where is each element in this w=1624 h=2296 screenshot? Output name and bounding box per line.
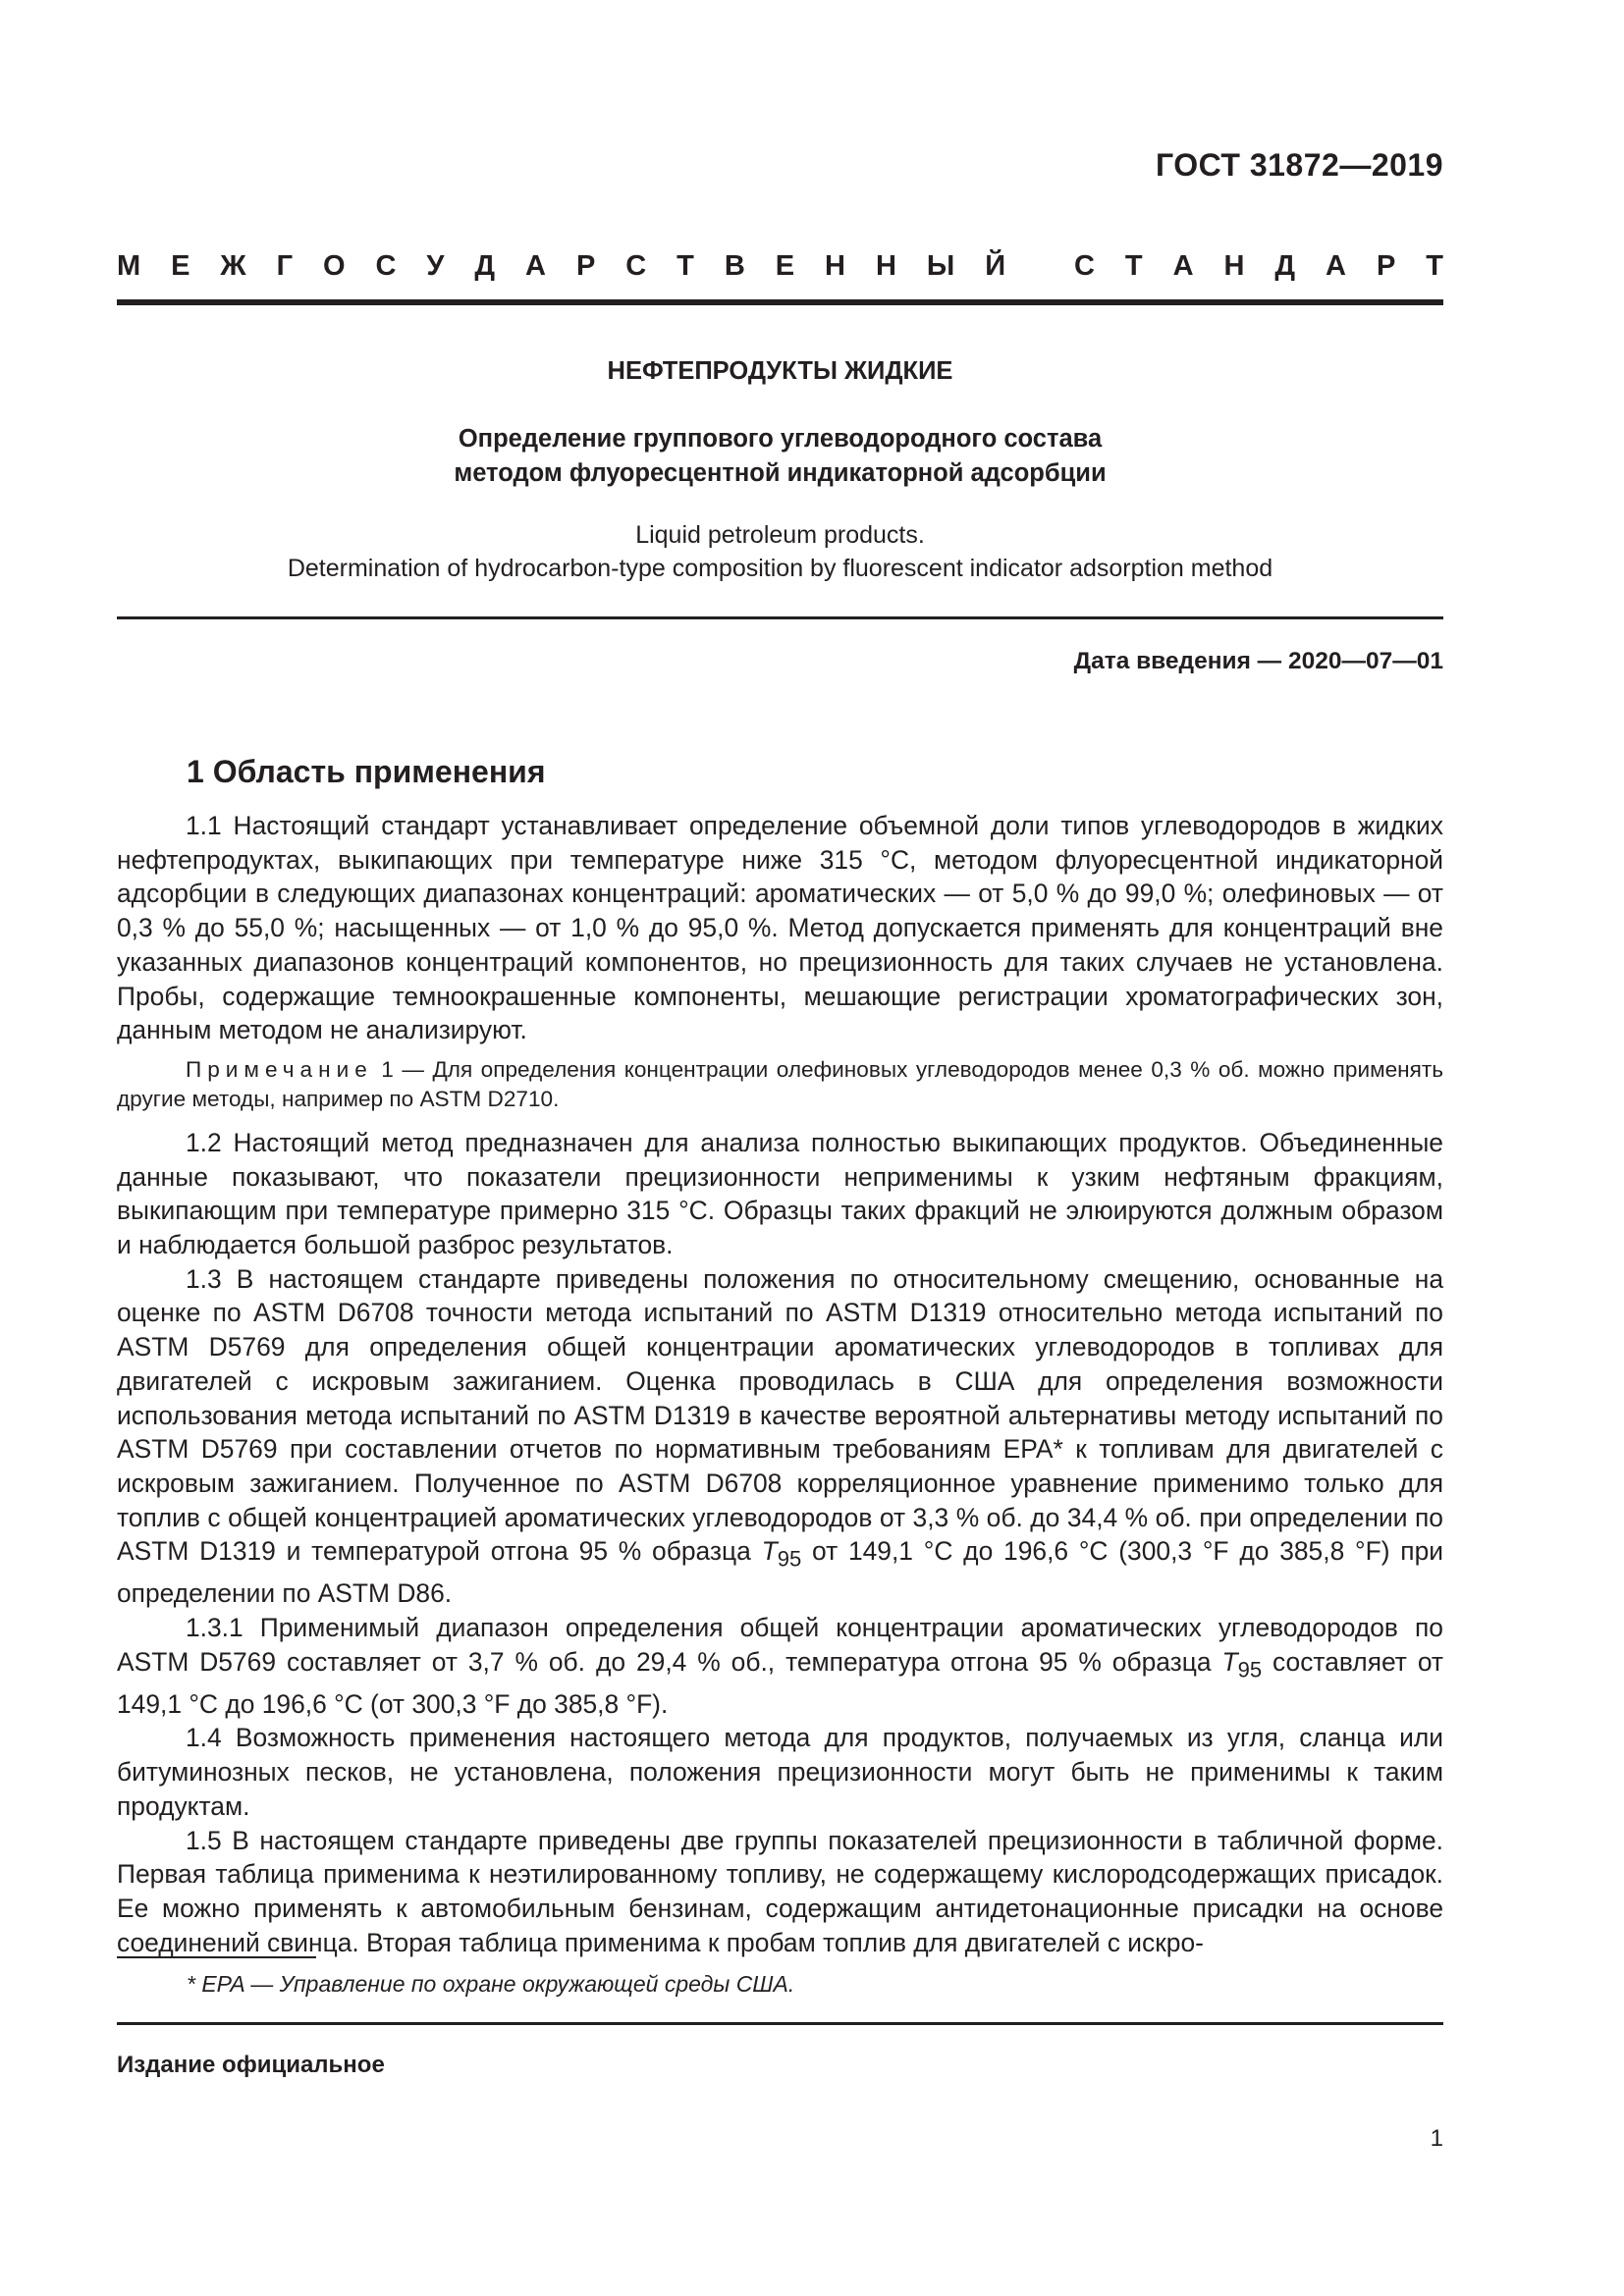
heading-letter: Й	[985, 250, 1006, 282]
heading-letter: Р	[1376, 250, 1396, 282]
heading-letter: Е	[171, 250, 190, 282]
heading-letter: Т	[677, 250, 694, 282]
standard-type-heading	[117, 250, 1443, 283]
heading-letter: В	[724, 250, 745, 282]
paragraph-1-4: 1.4 Возможность применения настоящего метода для продуктов, получаемых из угля, сланца или битуминозных песков, не установлена, положения прецизионности могут быть не применимы к таким продуктам.	[117, 1723, 1443, 1821]
page-number: 1	[1430, 2125, 1443, 2152]
subtitle-line-2: методом флуоресцентной индикаторной адсорбции	[454, 459, 1107, 487]
heading-letter: Ы	[926, 250, 955, 282]
paragraph-1-2: 1.2 Настоящий метод предназначен для анализа полностью выкипающих продуктов. Объединенные данные показывают, что показатели прецизионности неприменимы к узким нефтяным фракциям, выкипающим при температуре примерно 315 °С. Образцы таких фракций не элюируются должным образом и наблюдается большой разброс результатов.	[117, 1127, 1443, 1260]
english-title	[117, 518, 1443, 585]
heading-letter: А	[525, 250, 546, 282]
heading-letter: О	[323, 250, 346, 282]
edition-label: Издание официальное	[117, 2052, 385, 2078]
introduction-date: Дата введения — 2020—07—01	[1073, 648, 1443, 674]
heading-letter: М	[117, 250, 141, 282]
english-title-line-2: Determination of hydrocarbon-type composition by fluorescent indicator adsorption method	[287, 555, 1273, 582]
paragraph-1-1: 1.1 Настоящий стандарт устанавливает определение объемной доли типов углеводородов в жидких нефтепродуктах, выкипающих при температуре ниже 315 °С, методом флуоресцентной индикаторной адсорбции в следующих диапазонах концентраций: ароматических — от 5,0 % до 99,0 %; олефиновых — от 0,3 % до 55,0 %; насыщенных — от 1,0 % до 95,0 %. Метод допускается применять для концентраций вне указанных диапазонов концентраций компонентов, но прецизионность для таких случаев не установлена. Пробы, содержащие темноокрашенные компоненты, мешающие регистрации хроматографических зон, данным методом не анализируют.	[117, 811, 1443, 1045]
t95-subscript: 95	[777, 1546, 802, 1572]
note-label: Примечание	[186, 1056, 373, 1082]
heading-letter: Д	[474, 250, 496, 282]
paragraph-1-3-part-b: от 149,1 °С до 196,6 °С (300,3 °F до 385,8 °F) при определении по ASTM D86.	[117, 1536, 1443, 1609]
paragraph-1-3-part-a: 1.3 В настоящем стандарте приведены положения по относительному смещению, основанные на оценке по ASTM D6708 точности метода испытаний по ASTM D1319 относительно метода испытаний по ASTM D5769 для определения общей концентрации ароматических углеводородов в топливах для двигателей с искровым зажиганием. Оценка проводилась в США для определения возможности использования метода испытаний по ASTM D1319 в качестве вероятной альтернативы методу испытаний по ASTM D5769 при составлении отчетов по нормативным требованиям EPA* к топливам для двигателей с искровым зажиганием. Полученное по ASTM D6708 корреляционное уравнение применимо только для топлив с общей концентрацией ароматических углеводородов от 3,3 % об. до 34,4 % об. при определении по ASTM D1319 и температурой отгона 95 % образца	[117, 1263, 1443, 1567]
footnote-divider	[117, 1956, 316, 1958]
heading-letter: А	[1172, 250, 1194, 282]
heading-letter: А	[1326, 250, 1346, 282]
heading-letter: Е	[775, 250, 795, 282]
heading-letter: Т	[1426, 250, 1443, 282]
heading-letter: Т	[1124, 250, 1143, 282]
section-heading: 1 Область применения	[187, 754, 546, 789]
t95-variable: T	[761, 1536, 778, 1567]
top-divider	[117, 299, 1443, 305]
heading-letter: Д	[1274, 250, 1296, 282]
document-number: ГОСТ 31872—2019	[1155, 147, 1443, 183]
title-divider	[117, 616, 1443, 619]
english-title-line-1: Liquid petroleum products.	[635, 521, 925, 549]
paragraph-1-3-1-part-a: 1.3.1 Применимый диапазон определения общей концентрации ароматических углеводородов по ASTM D5769 составляет от 3,7 % об. до 29,4 % об., температура отгона 95 % образца	[117, 1613, 1443, 1677]
paragraph-1-3-1-part-b: составляет от 149,1 °С до 196,6 °С (от 300,3 °F до 385,8 °F).	[117, 1646, 1443, 1719]
paragraph-1-3-1	[117, 1611, 1443, 1721]
t95-subscript: 95	[1237, 1657, 1263, 1682]
heading-letter: Г	[276, 250, 294, 282]
t95-variable: T	[1221, 1646, 1238, 1677]
heading-letter: Ж	[220, 250, 246, 282]
subtitle-line-1: Определение группового углеводородного состава	[458, 425, 1103, 453]
heading-letter: С	[625, 250, 647, 282]
heading-letter: Р	[575, 250, 596, 282]
paragraph-1-5: 1.5 В настоящем стандарте приведены две группы показателей прецизионности в табличной форме. Первая таблица применима к неэтилированному топливу, не содержащему кислородсодержащих присадок. Ее можно применять к автомобильным бензинам, содержащим антидетонационные присадки на основе соединений свинца. Вторая таблица применима к пробам топлив для двигателей с искро-	[117, 1825, 1443, 1957]
note-1	[117, 1055, 1443, 1114]
heading-letter: Н	[825, 250, 845, 282]
paragraph-1-3	[117, 1262, 1443, 1611]
document-subtitle	[117, 422, 1443, 491]
heading-letter: С	[1074, 250, 1095, 282]
document-title: НЕФТЕПРОДУКТЫ ЖИДКИЕ	[607, 357, 953, 385]
bottom-divider	[117, 2022, 1443, 2025]
note-text: 1 — Для определения концентрации олефиновых углеводородов менее 0,3 % об. можно применять другие методы, например по ASTM D2710.	[117, 1056, 1443, 1111]
footnote: * EPA — Управление по охране окружающей среды США.	[187, 1971, 795, 1997]
heading-letter: Н	[1223, 250, 1245, 282]
body-text	[117, 809, 1443, 1959]
heading-gap	[1036, 250, 1044, 283]
heading-letter: С	[375, 250, 397, 282]
heading-letter: Н	[875, 250, 896, 282]
heading-letter: У	[426, 250, 445, 282]
